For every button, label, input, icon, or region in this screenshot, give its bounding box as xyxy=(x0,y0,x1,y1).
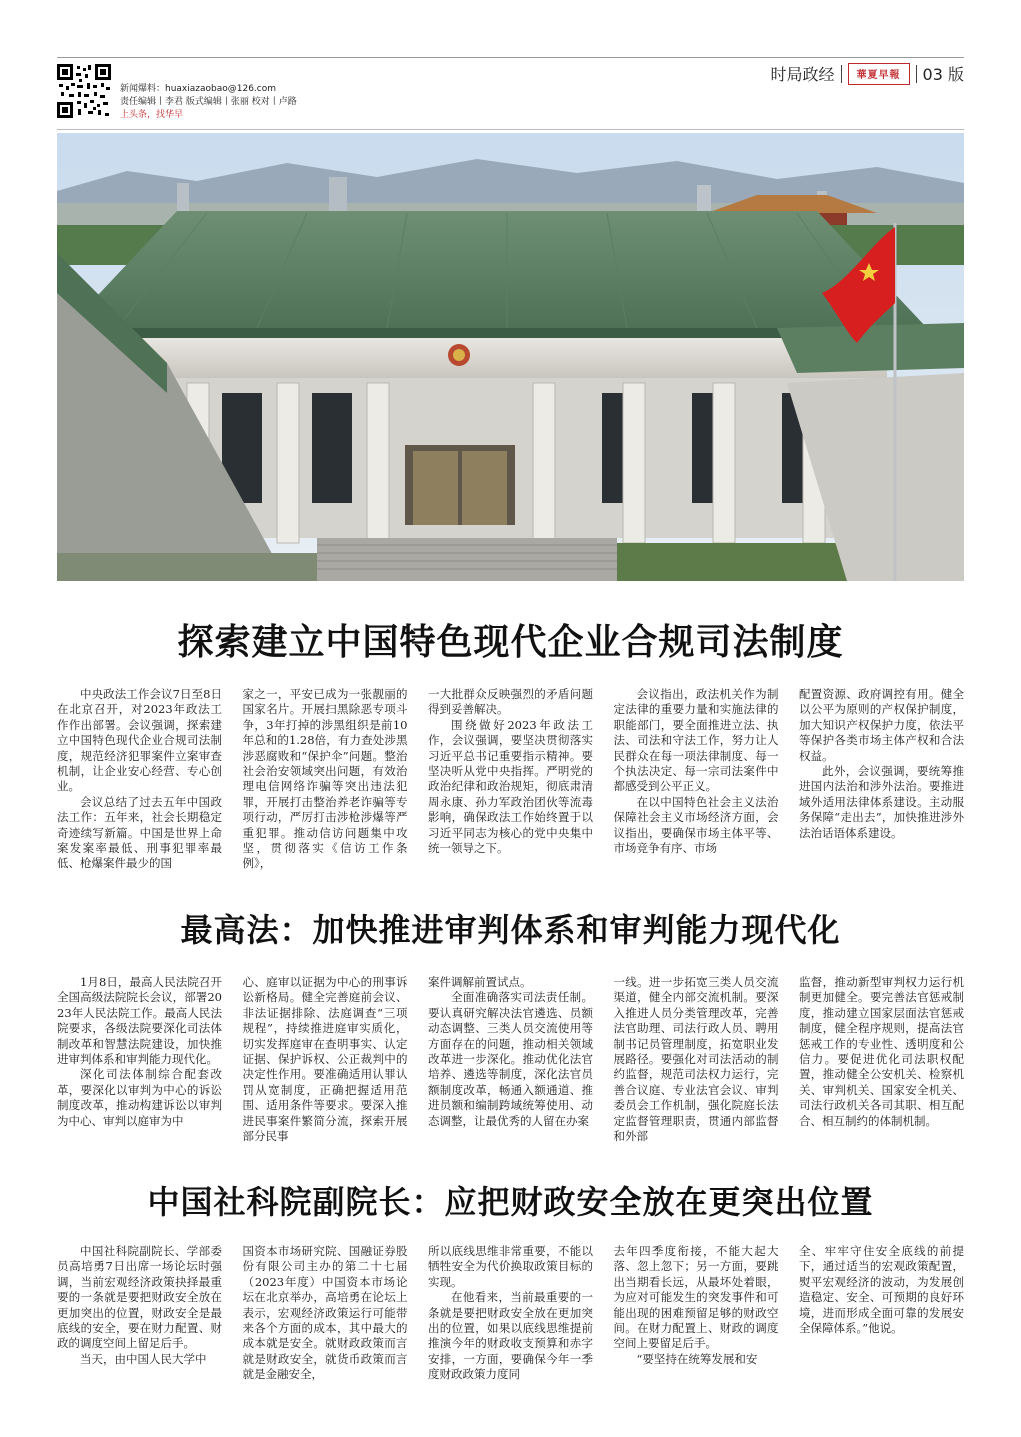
article-column xyxy=(243,687,408,887)
paragraph: 监督，推动新型审判权力运行机制更加健全。要完善法官惩戒制度，推动建立国家层面法官惩戒制度，健全程序规则，提高法官惩戒工作的专业性、透明度和公信力。要促进优化司法职权配置，推动健全公安机关、检察机关、审判机关、国家安全机关、司法行政机关各司其职、相互配合、相互制约的体制机制。 xyxy=(799,975,964,1128)
paragraph: 中央政法工作会议7日至8日在北京召开，对2023年政法工作作出部署。会议强调，探索建立中国特色现代企业合规司法制度，规范经济犯罪案件立案审查机制，让企业安心经营、专心创业。 xyxy=(57,687,222,794)
paragraph: 会议总结了过去五年中国政法工作：五年来，社会长期稳定奇迹续写新篇。中国是世界上命案发案率最低、刑事犯罪率最低、枪爆案件最少的国 xyxy=(57,794,222,871)
paragraph: 全、牢牢守住安全底线的前提下，通过适当的宏观政策配置，熨平宏观经济的波动，为发展创造稳定、安全、可预期的良好环境，进而形成全面可靠的发展安全保障体系。”他说。 xyxy=(799,1244,964,1336)
paragraph: 围绕做好2023年政法工作，会议强调，要坚决贯彻落实习近平总书记重要指示精神。要坚决听从党中央指挥。严明党的政治纪律和政治规矩，彻底肃清周永康、孙力军政治团伙等流毒影响，确保政法工作始终置于以习近平同志为核心的党中央集中统一领导之下。 xyxy=(428,717,593,856)
page-divider xyxy=(916,65,917,83)
paragraph: 去年四季度衔接，不能大起大落、忽上忽下；另一方面，要跳出当期看长远，从最坏处着眼，为应对可能发生的突发事件和可能出现的困难预留足够的财政空间。在财力配置上、财政的调度空间上要留足后手。 xyxy=(613,1244,779,1351)
paragraph: 当天，由中国人民大学中 xyxy=(80,1351,207,1366)
article-column xyxy=(243,975,408,1155)
slogan-text: 上头条，找华早 xyxy=(120,110,184,120)
paragraph: 配置资源、政府调控有用。健全以公平为原则的产权保护制度，加大知识产权保护力度，依法平等保护各类市场主体产权和合法权益。 xyxy=(799,687,964,763)
article1-headline: 探索建立中国特色现代企业合规司法制度 xyxy=(177,622,844,663)
article3-body xyxy=(57,1244,964,1414)
court-building-photo xyxy=(57,133,964,581)
article-column xyxy=(799,687,964,887)
newspaper-logo: 華夏早報 xyxy=(848,63,910,85)
header-bottom-rule xyxy=(57,129,964,130)
article-column xyxy=(799,1244,964,1414)
article-column xyxy=(614,1244,779,1414)
section-divider xyxy=(841,65,842,83)
section-header xyxy=(771,62,964,85)
paragraph: 所以底线思维非常重要，不能以牺牲安全为代价换取政策目标的实现。 xyxy=(428,1244,593,1289)
header-info xyxy=(120,83,297,122)
paragraph: 一线。进一步拓宽三类人员交流渠道，健全内部交流机制。要深入推进人员分类管理改革，完善法官助理、司法行政人员、聘用制书记员管理制度，拓宽职业发展路径。要强化对司法活动的制约监督，规范司法权力运行，完善合议庭、专业法官会议、审判委员会工作机制，强化院庭长法定监督管理职责，贯通内部监督和外部 xyxy=(613,975,779,1144)
paragraph: 深化司法体制综合配套改革，要深化以审判为中心的诉讼制度改革，推动构建诉讼以审判为中心、审判以庭审为中 xyxy=(57,1067,222,1128)
article-column xyxy=(57,975,222,1155)
article-column xyxy=(614,975,779,1155)
paragraph: 全面准确落实司法责任制。要认真研究解决法官遴选、员额动态调整、三类人员交流使用等方面存在的问题，推动相关领域改革进一步深化。推动优化法官培养、遴选等制度，深化法官员额制度改革，畅通入额通道、推进员额和编制跨域统筹使用、动态调整，让最优秀的人留在办案 xyxy=(428,990,593,1128)
header-top-rule xyxy=(57,57,964,58)
article2-headline: 最高法：加快推进审判体系和审判能力现代化 xyxy=(180,911,841,949)
paragraph: 案件调解前置试点。 xyxy=(428,975,532,989)
paragraph: 会议指出，政法机关作为制定法律的重要力量和实施法律的职能部门，要全面推进立法、执法、司法和守法工作，努力让人民群众在每一项法律制度、每一个执法决定、每一宗司法案件中都感受到公平正义。 xyxy=(613,687,779,794)
paragraph: 中国社科院副院长、学部委员高培勇7日出席一场论坛时强调，当前宏观经济政策抉择最重要的一条就是要把财政安全放在更加突出的位置，财政安全是最底线的安全，要在财力配置、财政的调度空间上留足后手。 xyxy=(57,1244,222,1351)
article-column xyxy=(614,687,779,887)
paragraph: 一大批群众反映强烈的矛盾问题得到妥善解决。 xyxy=(428,687,593,717)
section-name: 时局政经 xyxy=(770,65,835,84)
paragraph: “要坚持在统筹发展和安 xyxy=(636,1351,758,1366)
paragraph: 此外，会议强调，要统筹推进国内法治和涉外法治。要推进域外适用法律体系建设。主动服务保障“走出去”，加快推进涉外法治话语体系建设。 xyxy=(799,764,964,840)
article-column xyxy=(799,975,964,1155)
qr-code[interactable] xyxy=(57,64,111,118)
article-column xyxy=(428,975,593,1155)
article-column xyxy=(57,687,222,887)
article-column xyxy=(428,687,593,887)
paragraph: 1月8日，最高人民法院召开全国高级法院院长会议，部署2023年人民法院工作。最高人民法院要求，各级法院要深化司法体制改革和智慧法院建设，加快推进审判体系和审判能力现代化。 xyxy=(57,975,222,1067)
article1-body xyxy=(57,687,964,887)
paragraph: 国资本市场研究院、国融证券股份有限公司主办的第二十七届（2023年度）中国资本市场论坛在北京举办，高培勇在论坛上表示，宏观经济政策运行可能带来各个方面的成本，其中最大的成本就是安全。就财政政策而言就是财政安全，就货币政策而言就是金融安全， xyxy=(242,1244,408,1382)
article-column xyxy=(57,1244,222,1414)
editors-text: 责任编辑丨李君 版式编辑丨张丽 校对丨卢路 xyxy=(120,97,297,107)
article2-body xyxy=(57,975,964,1155)
paragraph: 在以中国特色社会主义法治保障社会主义市场经济方面，会议指出，要确保市场主体平等、市场竞争有序、市场 xyxy=(613,794,779,856)
page-number: 03 版 xyxy=(922,65,964,84)
paragraph: 心、庭审以证据为中心的刑事诉讼新格局。健全完善庭前会议、非法证据排除、法庭调查“三项规程”，持续推进庭审实质化，切实发挥庭审在查明事实、认定证据、保护诉权、公正裁判中的决定性作用。要准确适用认罪认罚从宽制度，正确把握适用范围、适用条件等要求。要深入推进民事案件繁简分流，探索开展部分民事 xyxy=(242,975,408,1144)
paragraph: 在他看来，当前最重要的一条就是要把财政安全放在更加突出的位置，如果以底线思维提前推演今年的财政收支预算和赤字安排，一方面，要确保今年一季度财政政策力度同 xyxy=(428,1290,593,1382)
article-column xyxy=(243,1244,408,1414)
paragraph: 家之一，平安已成为一张靓丽的国家名片。开展扫黑除恶专项斗争，3年打掉的涉黑组织是前10年总和的1.28倍，有力查处涉黑涉恶腐败和“保护伞”问题。整治社会治安领域突出问题，有效治理电信网络诈骗等突出违法犯罪，开展打击整治养老诈骗等专项行动，严厉打击涉枪涉爆等严重犯罪。推动信访问题集中攻坚，贯彻落实《信访工作条例》， xyxy=(242,687,408,871)
article3-headline: 中国社科院副院长：应把财政安全放在更突出位置 xyxy=(147,1183,874,1221)
article-column xyxy=(428,1244,593,1414)
hotline-text: 新闻爆料：huaxiazaobao@126.com xyxy=(120,84,277,94)
